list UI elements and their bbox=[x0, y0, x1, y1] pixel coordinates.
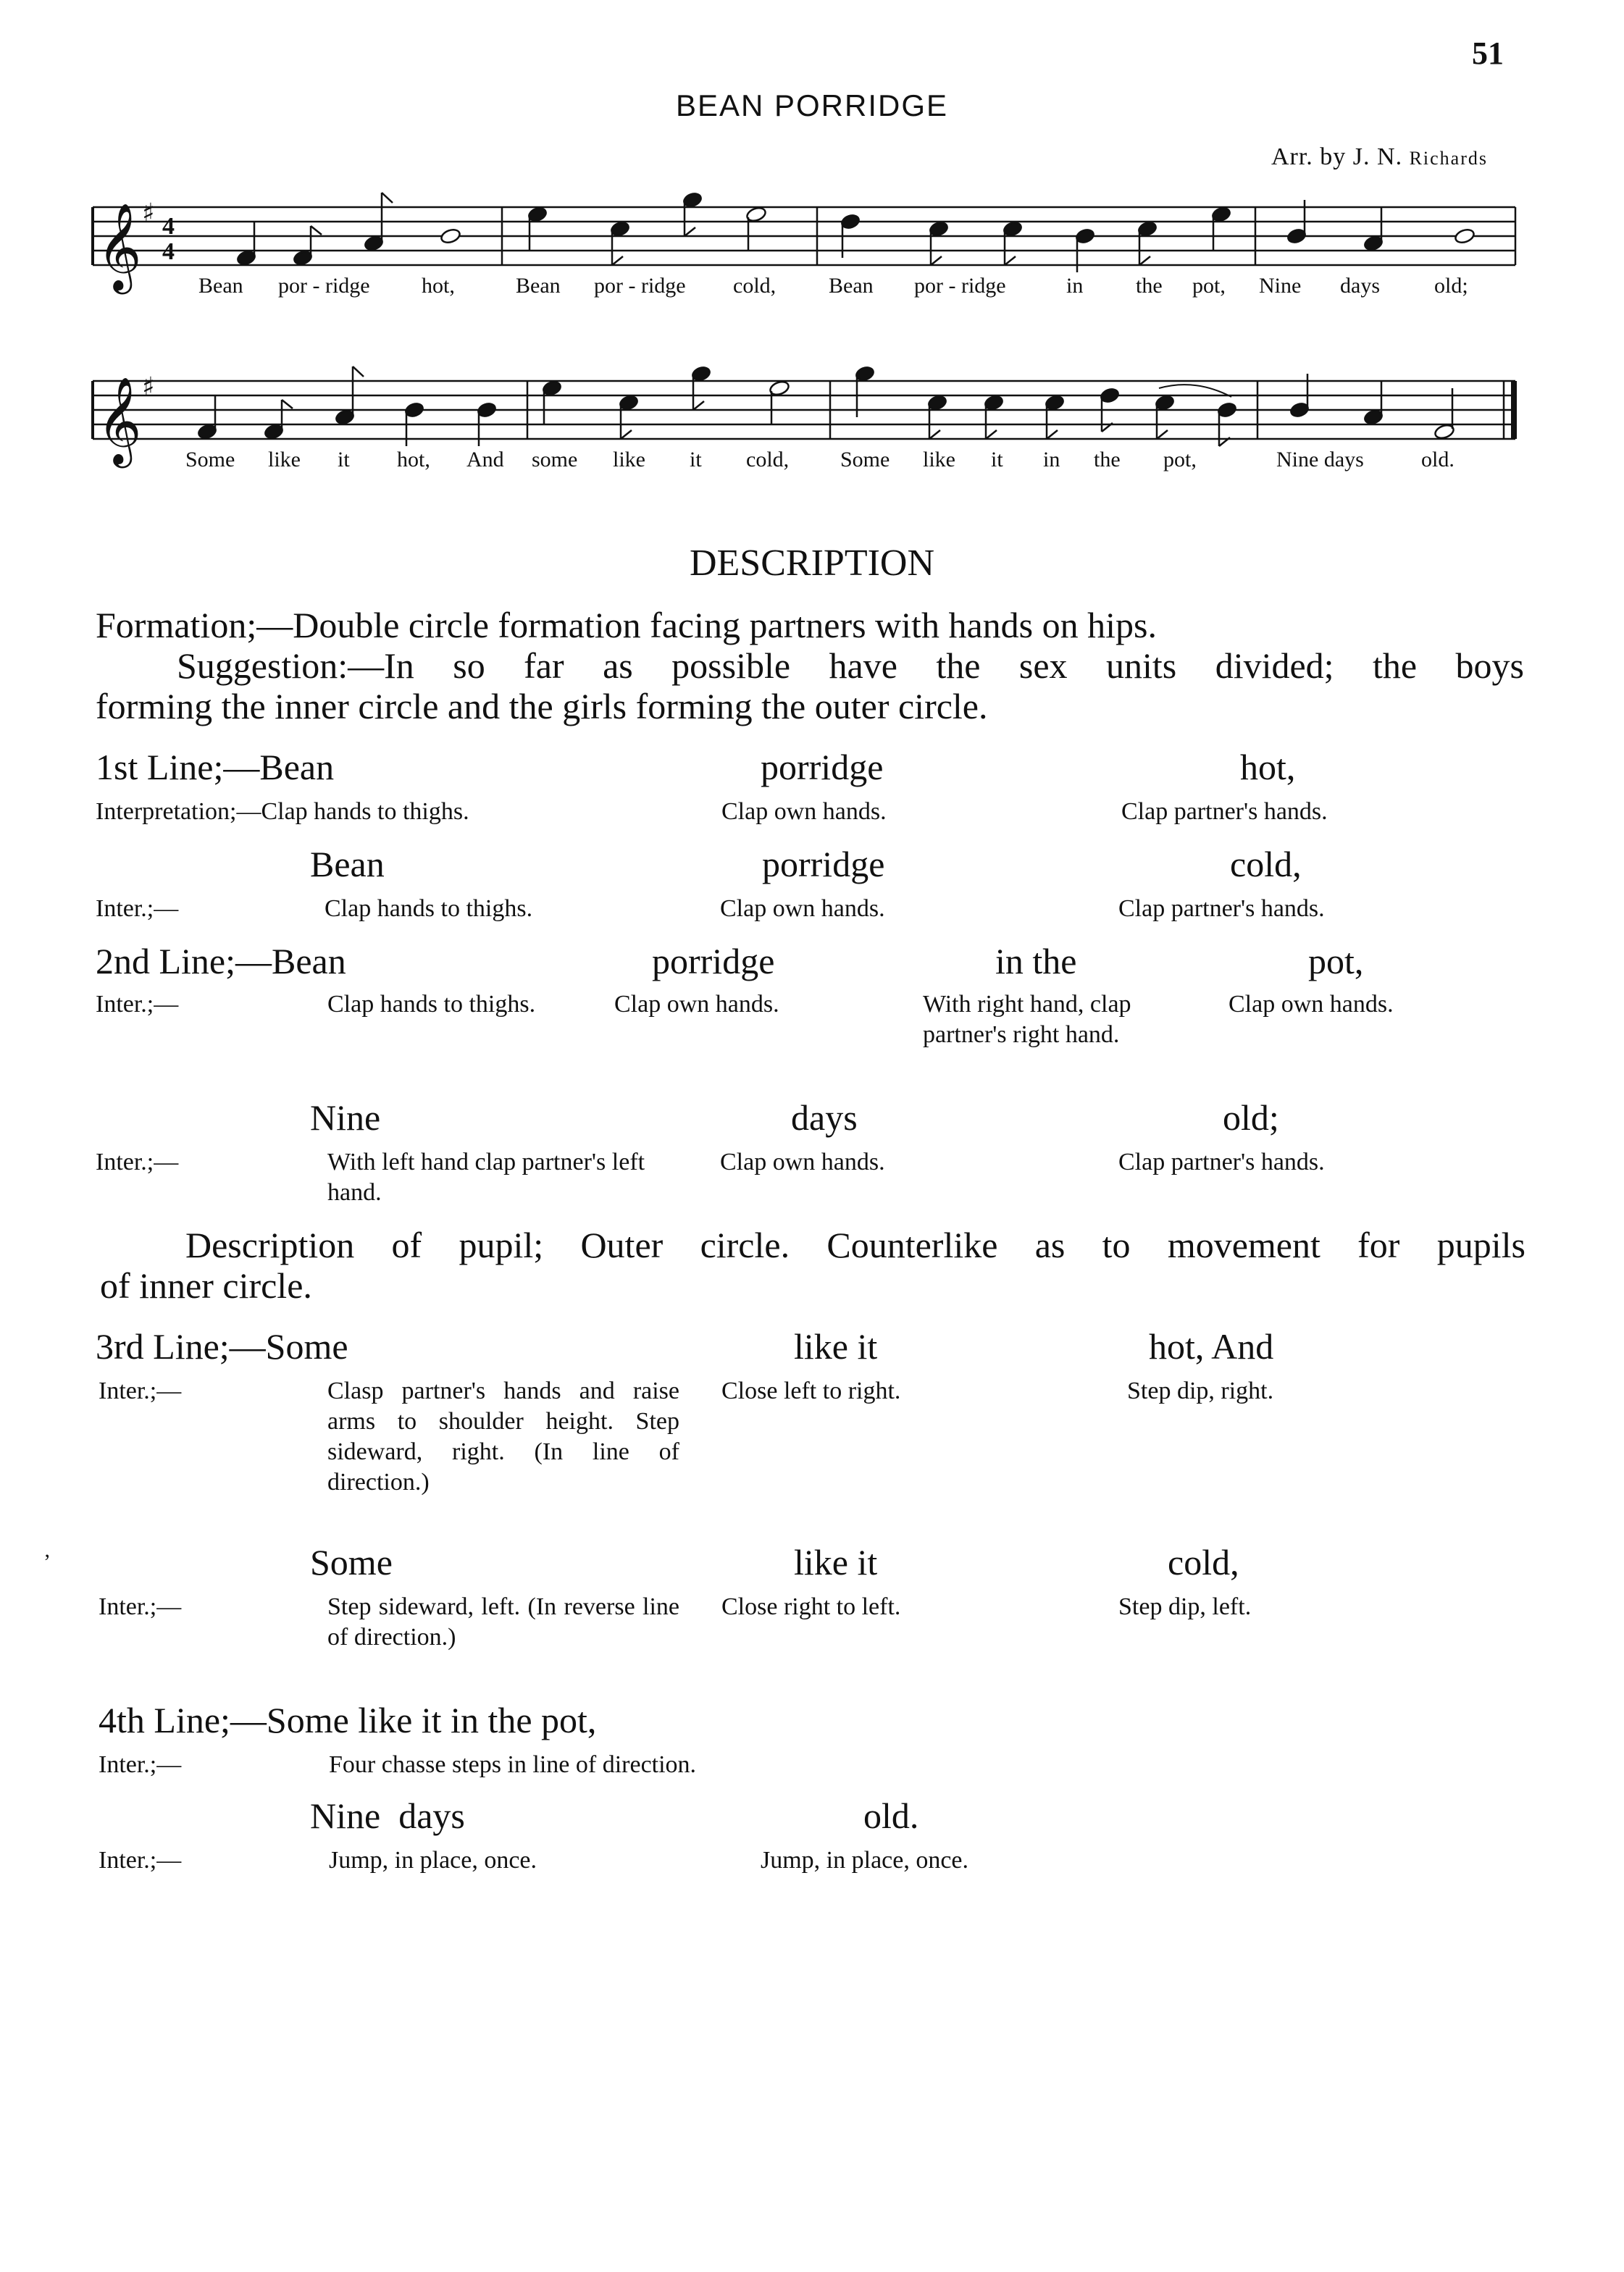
line1b-interp-3: Clap partner's hands. bbox=[1118, 895, 1325, 922]
line3b-interp-2: Close right to left. bbox=[721, 1593, 901, 1620]
lyric-s2-8: it bbox=[690, 448, 702, 471]
music-staff-2 bbox=[0, 319, 1624, 507]
line4b-word-2: old. bbox=[863, 1795, 919, 1836]
line2-interp-3: With right hand, clap partner's right hand. bbox=[923, 991, 1131, 1048]
line3-interp-2: Close left to right. bbox=[721, 1378, 901, 1404]
lyric-s2-7: like bbox=[613, 448, 645, 471]
lyric-s1-1: Bean bbox=[198, 274, 243, 298]
line2-interp-2: Clap own hands. bbox=[614, 991, 779, 1018]
line1b-interp-1: Clap hands to thighs. bbox=[325, 895, 533, 922]
page-number: 51 bbox=[1472, 35, 1504, 71]
arranger-prefix: Arr. by J. N. bbox=[1271, 143, 1403, 170]
line3-word-2: like it bbox=[794, 1326, 878, 1367]
lyric-s2-6: some bbox=[532, 448, 578, 471]
line3b-interp-1: Step sideward, left. (In reverse line of direction.) bbox=[327, 1593, 679, 1651]
key-signature-sharp: ♯ bbox=[142, 372, 155, 402]
suggestion-line-1: Suggestion:—In so far as possible have the sex units divided; the boys bbox=[177, 645, 1524, 686]
stray-mark: ’ bbox=[43, 1550, 51, 1574]
lyric-s2-15: pot, bbox=[1163, 448, 1197, 471]
lyric-s1-7: Bean bbox=[829, 274, 874, 298]
line3-label: 3rd Line;—Some bbox=[96, 1326, 348, 1367]
lyric-s1-5: por - ridge bbox=[594, 274, 686, 298]
lyric-s2-3: it bbox=[338, 448, 350, 471]
lyric-s2-4: hot, bbox=[397, 448, 430, 471]
lyric-s1-11: pot, bbox=[1192, 274, 1226, 298]
arranger-name: Richards bbox=[1409, 148, 1488, 169]
line3b-word-1: Some bbox=[310, 1542, 393, 1583]
lyric-s1-2: por - ridge bbox=[278, 274, 370, 298]
lyric-s2-14: the bbox=[1094, 448, 1121, 471]
line1-interp-1: Interpretation;—Clap hands to thighs. bbox=[96, 798, 469, 825]
line1b-word-1: Bean bbox=[310, 844, 385, 884]
line2b-word-3: old; bbox=[1223, 1097, 1279, 1138]
line2-inter-label: Inter.;— bbox=[96, 991, 179, 1018]
line4-interp-1: Four chasse steps in line of direction. bbox=[329, 1751, 697, 1778]
line3-interp-3: Step dip, right. bbox=[1127, 1378, 1274, 1404]
line4b-word-1: Nine days bbox=[310, 1795, 465, 1836]
line2b-inter-label: Inter.;— bbox=[96, 1149, 179, 1175]
lyric-s2-16: Nine days bbox=[1276, 448, 1364, 471]
line2-label: 2nd Line;—Bean bbox=[96, 941, 346, 981]
treble-clef: 𝄞 bbox=[97, 202, 142, 290]
line4b-interp-1: Jump, in place, once. bbox=[329, 1847, 537, 1874]
lyric-s2-13: in bbox=[1043, 448, 1060, 471]
line1b-interp-2: Clap own hands. bbox=[720, 895, 885, 922]
lyric-s1-14: old; bbox=[1434, 274, 1468, 298]
line2-interp-1: Clap hands to thighs. bbox=[327, 991, 536, 1018]
lyric-s1-9: in bbox=[1066, 274, 1084, 298]
line3b-inter-label: Inter.;— bbox=[99, 1593, 182, 1620]
line4-label: 4th Line;—Some like it in the pot, bbox=[99, 1700, 597, 1740]
song-title: BEAN PORRIDGE bbox=[675, 88, 949, 122]
pupil-description-line-2: of inner circle. bbox=[100, 1265, 312, 1306]
line1b-inter-label: Inter.;— bbox=[96, 895, 179, 922]
lyric-s2-5: And bbox=[466, 448, 504, 471]
line2-word-2: porridge bbox=[652, 941, 775, 981]
line2-interp-4: Clap own hands. bbox=[1229, 991, 1394, 1018]
line1-word-2: porridge bbox=[761, 747, 884, 787]
line1b-word-2: porridge bbox=[762, 844, 885, 884]
line4b-inter-label: Inter.;— bbox=[99, 1847, 182, 1874]
line3b-word-2: like it bbox=[794, 1542, 878, 1583]
line4-inter-label: Inter.;— bbox=[99, 1751, 182, 1778]
lyric-s1-8: por - ridge bbox=[914, 274, 1006, 298]
line1b-word-3: cold, bbox=[1230, 844, 1302, 884]
lyric-s2-10: Some bbox=[840, 448, 890, 471]
time-signature-top: 4 bbox=[162, 213, 175, 240]
lyric-s2-12: it bbox=[991, 448, 1003, 471]
lyric-s2-2: like bbox=[268, 448, 301, 471]
lyric-s2-11: like bbox=[923, 448, 955, 471]
lyric-s1-3: hot, bbox=[422, 274, 455, 298]
line3-word-3: hot, And bbox=[1149, 1326, 1274, 1367]
lyric-s1-4: Bean bbox=[516, 274, 561, 298]
line2b-word-2: days bbox=[791, 1097, 858, 1138]
lyric-s1-13: days bbox=[1340, 274, 1380, 298]
time-signature-bottom: 4 bbox=[162, 238, 175, 265]
line2b-interp-2: Clap own hands. bbox=[720, 1149, 885, 1175]
formation-text: Formation;—Double circle formation facing partners with hands on hips. bbox=[96, 605, 1157, 645]
line2b-word-1: Nine bbox=[310, 1097, 381, 1138]
line3b-interp-3: Step dip, left. bbox=[1118, 1593, 1252, 1620]
line1-label: 1st Line;—Bean bbox=[96, 747, 335, 787]
lyric-s2-1: Some bbox=[185, 448, 235, 471]
lyric-s1-10: the bbox=[1136, 274, 1163, 298]
line1-word-3: hot, bbox=[1240, 747, 1296, 787]
description-heading: DESCRIPTION bbox=[689, 542, 935, 584]
line2b-interp-1: With left hand clap partner's left hand. bbox=[327, 1149, 645, 1206]
key-signature-sharp: ♯ bbox=[142, 198, 155, 228]
lyric-s1-6: cold, bbox=[733, 274, 777, 298]
lyric-s2-9: cold, bbox=[746, 448, 790, 471]
lyric-s1-12: Nine bbox=[1259, 274, 1302, 298]
music-staff-1 bbox=[0, 145, 1624, 333]
lyric-s2-17: old. bbox=[1421, 448, 1455, 471]
line3-interp-1: Clasp partner's hands and raise arms to shoulder height. Step sideward, right. (In line of direction.) bbox=[327, 1378, 679, 1496]
line4b-interp-2: Jump, in place, once. bbox=[761, 1847, 969, 1874]
line2-word-4: pot, bbox=[1308, 941, 1364, 981]
pupil-description-line-1: Description of pupil; Outer circle. Counterlike as to movement for pupils bbox=[185, 1225, 1525, 1265]
line3-inter-label: Inter.;— bbox=[99, 1378, 182, 1404]
suggestion-line-2: forming the inner circle and the girls forming the outer circle. bbox=[96, 686, 988, 726]
line3b-word-3: cold, bbox=[1168, 1542, 1239, 1583]
line1-interp-2: Clap own hands. bbox=[721, 798, 887, 825]
line1-interp-3: Clap partner's hands. bbox=[1121, 798, 1328, 825]
line2-word-3: in the bbox=[995, 941, 1077, 981]
line2b-interp-3: Clap partner's hands. bbox=[1118, 1149, 1325, 1175]
treble-clef: 𝄞 bbox=[97, 376, 142, 464]
